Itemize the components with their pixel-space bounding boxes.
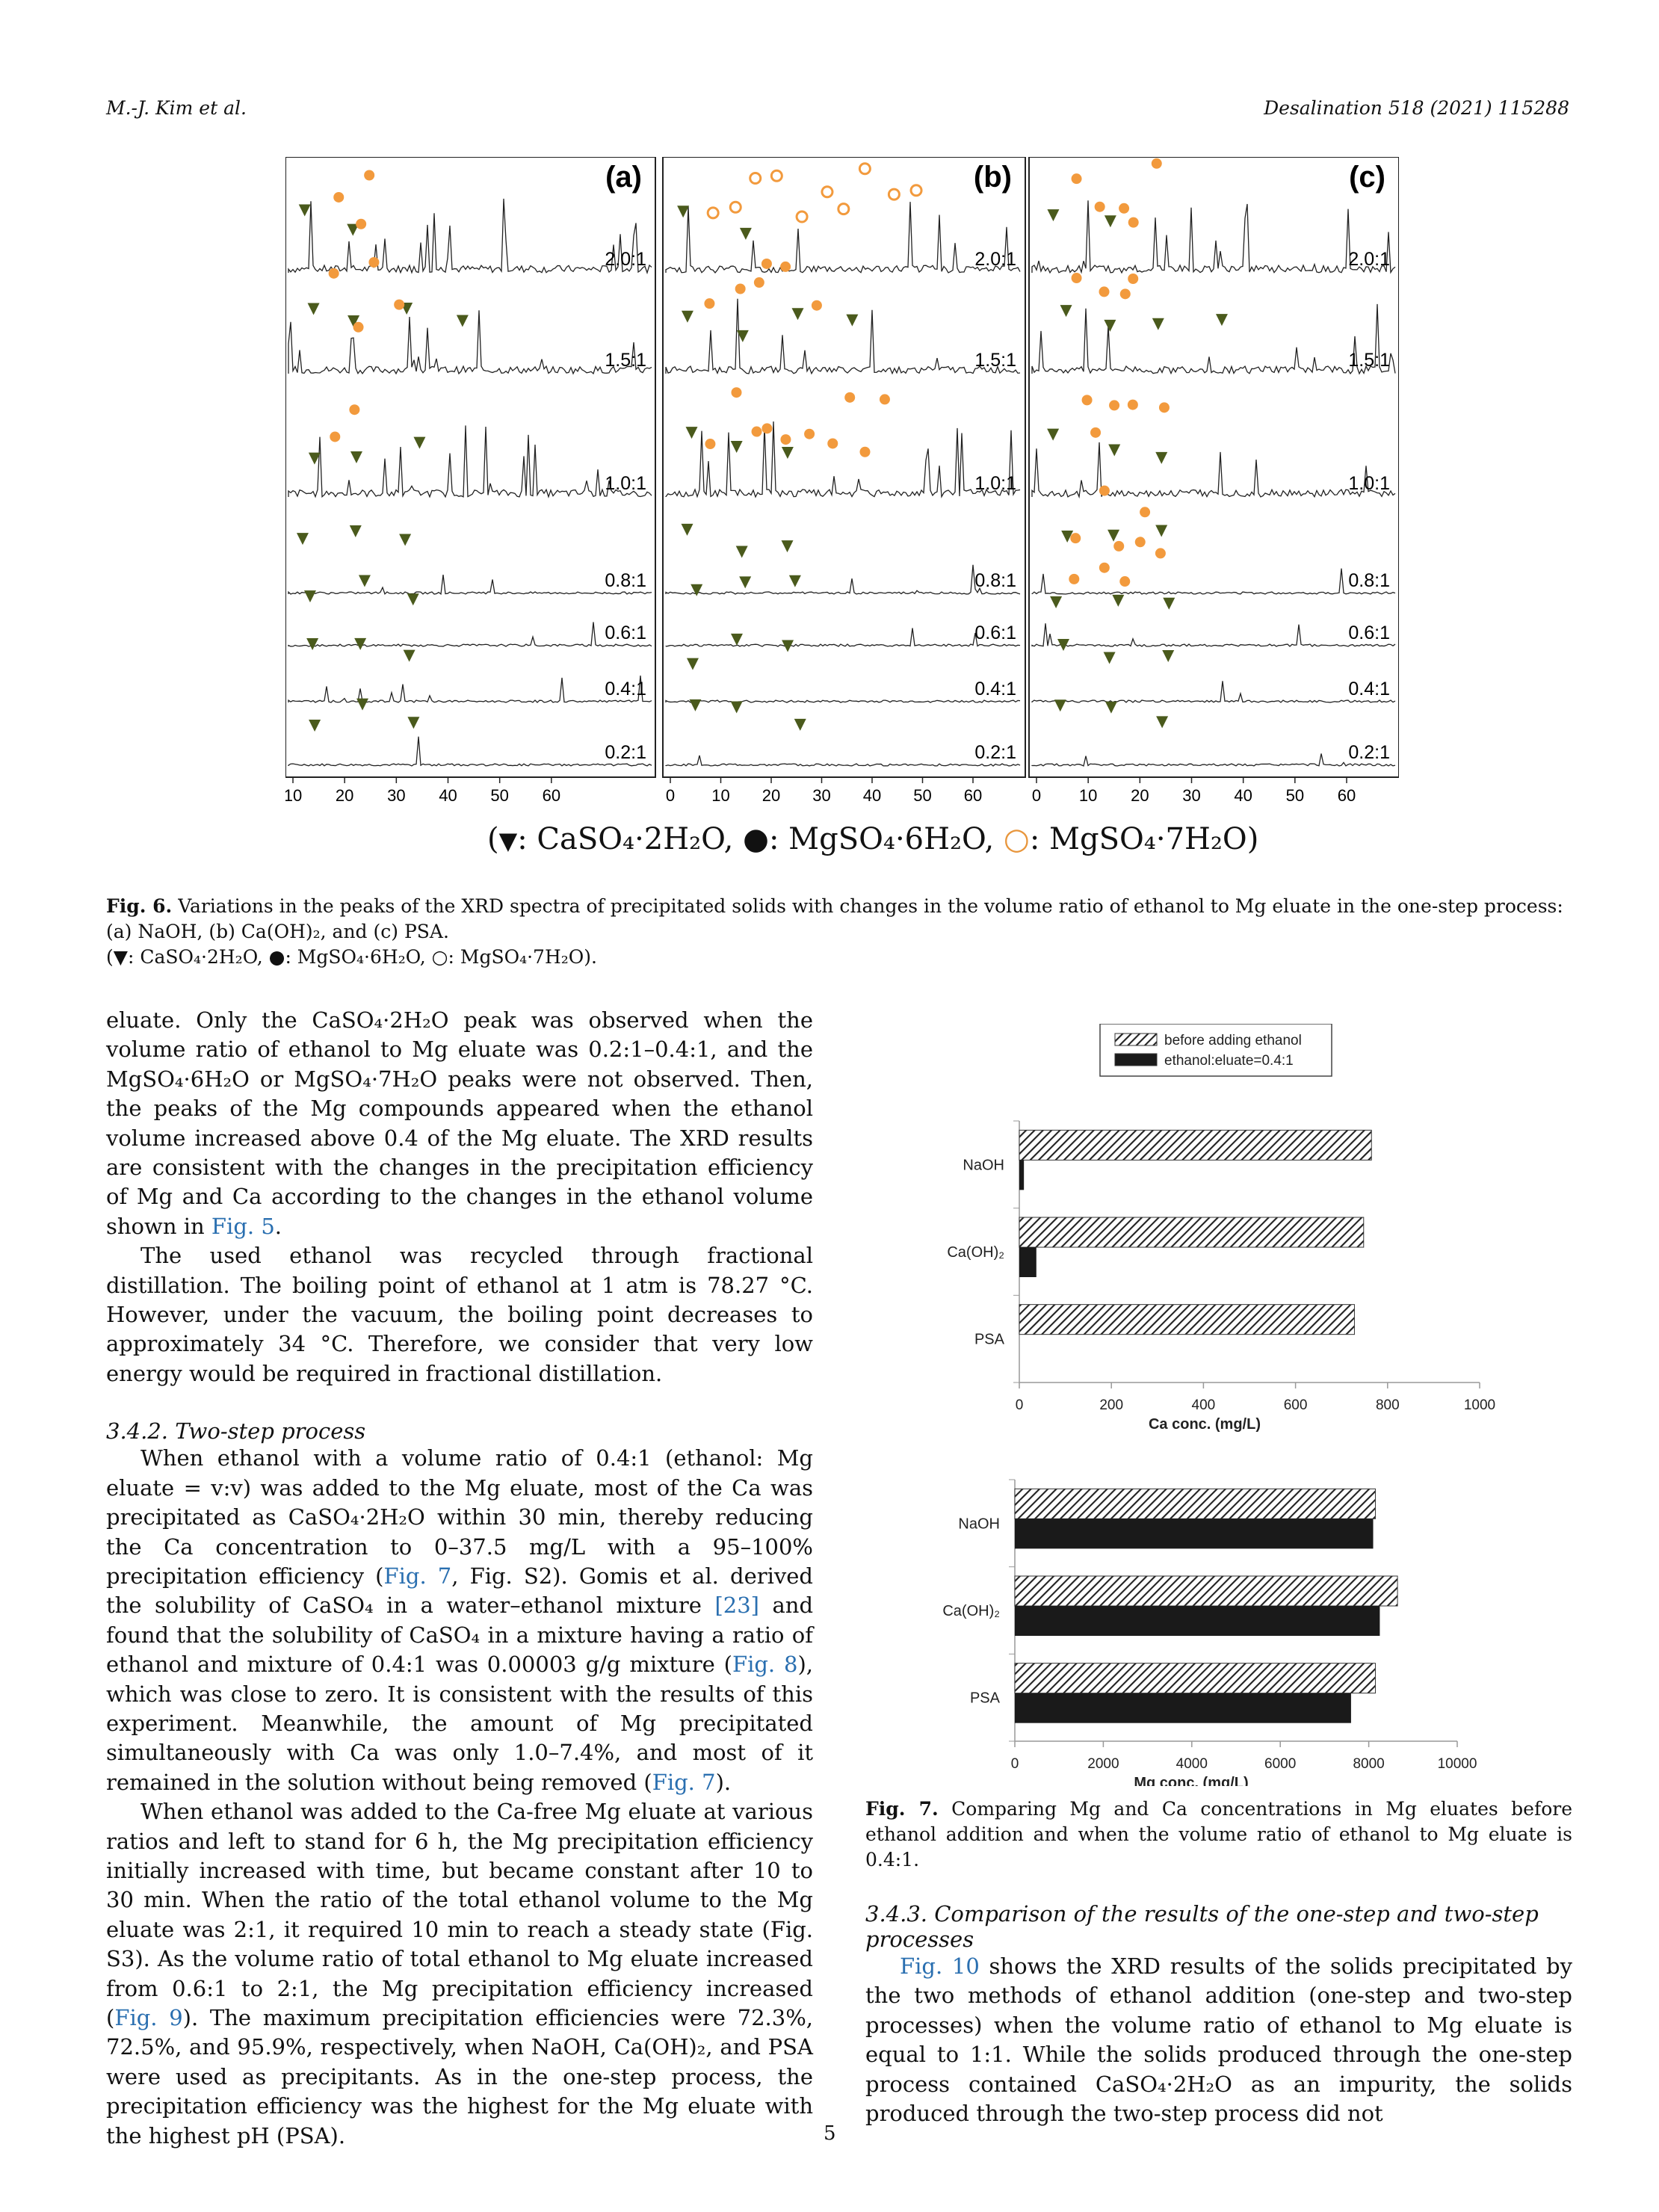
section-heading-343: 3.4.3. Comparison of the results of the one-step and two-step processes xyxy=(865,1901,1539,1952)
legend-label: before adding ethanol xyxy=(1164,1033,1302,1048)
x-axis-tick-label: 30 xyxy=(1182,786,1201,805)
x-axis-tick-label: 800 xyxy=(1375,1397,1400,1413)
p3-text-a: When ethanol with a volume ratio of 0.4:1 (ethanol: Mg eluate = v:v) was added to the Mg eluate, most of the Ca was precipitated as CaSO₄·2H₂O within 30 min, thereby reducing the Ca concentration to 0–37.5 mg/L with a 95–100% precipitation efficiency ( xyxy=(106,1445,813,1589)
left-column xyxy=(106,1006,813,2151)
legend-mgso47-label: : MgSO₄·7H₂O) xyxy=(1029,822,1259,856)
ratio-label: 0.4:1 xyxy=(974,679,1016,699)
section-heading-342: 3.4.2. Two-step process xyxy=(106,1418,366,1445)
paragraph-1-text: eluate. Only the CaSO₄·2H₂O peak was observed when the volume ratio of ethanol to Mg eluate was 0.2:1–0.4:1, and the MgSO₄·6H₂O or MgSO₄·7H₂O peaks were not observed. Then, the peaks of the Mg compounds appeared when the ethanol volume increased above 0.4 of the Mg eluate. The XRD results are consistent with the changes in the precipitation efficiency of Mg and Ca according to the changes in the ethanol volume shown in xyxy=(106,1007,813,1239)
paragraph-3 xyxy=(106,1444,813,1797)
mgso4-6h2o-marker xyxy=(349,404,359,415)
ref-23-link[interactable]: [23] xyxy=(714,1592,759,1619)
ratio-label: 0.4:1 xyxy=(605,679,646,699)
ratio-label: 0.6:1 xyxy=(974,622,1016,643)
bar-before xyxy=(1015,1576,1397,1606)
mgso4-6h2o-marker xyxy=(364,170,374,181)
ratio-label: 0.2:1 xyxy=(605,742,646,763)
x-axis-tick-label: 40 xyxy=(1234,786,1252,805)
paragraph-5 xyxy=(865,1952,1572,2128)
p3-text-d: ), which was close to zero. It is consistent with the results of this experiment. Meanwhile, the amount of Mg precipitated simultaneously with Ca was only 1.0–7.4%, and most of it remained in the solution without being removed ( xyxy=(106,1652,813,1795)
mgso4-6h2o-marker xyxy=(735,283,746,294)
paragraph-1: eluate. Only the CaSO₄·2H₂O peak was observed when the volume ratio of ethanol to Mg eluate was 0.2:1–0.4:1, and the MgSO₄·6H₂O or MgSO₄·7H₂O peaks were not observed. Then, the peaks of the Mg compounds appeared when the ethanol volume increased above 0.4 of the Mg eluate. The XRD results are consistent with the changes in the precipitation efficiency of Mg and Ca according to the changes in the ethanol volume shown in Fig. 5. xyxy=(106,1007,813,1239)
category-label: Ca(OH)₂ xyxy=(947,1244,1004,1261)
xrd-panel-1 xyxy=(285,157,655,805)
ratio-label: 1.0:1 xyxy=(974,473,1016,494)
ratio-label: 0.8:1 xyxy=(605,570,646,591)
ratio-label: 0.8:1 xyxy=(974,570,1016,591)
x-axis-tick-label: 0 xyxy=(1031,786,1042,805)
bar-after xyxy=(1015,1693,1351,1723)
x-axis-tick-label: 200 xyxy=(1099,1397,1124,1413)
right-column xyxy=(865,1797,1572,2128)
xrd-panel-label: (c) xyxy=(1349,161,1385,194)
figure-6 xyxy=(285,157,1399,822)
mgso4-6h2o-marker xyxy=(1128,400,1138,410)
fig7-legend xyxy=(1100,1024,1332,1076)
fig8-link[interactable]: Fig. 8 xyxy=(732,1652,798,1678)
mgso4-6h2o-marker xyxy=(353,322,364,333)
legend-open-paren: ( xyxy=(487,822,499,856)
fig7-bar-charts xyxy=(912,1024,1510,1786)
ratio-label: 1.5:1 xyxy=(1348,350,1390,371)
ratio-label: 0.6:1 xyxy=(1348,622,1390,643)
legend-mgso46-label: : MgSO₄·6H₂O, xyxy=(768,822,995,856)
bar-before xyxy=(1015,1489,1375,1519)
fig7-caption-text: Comparing Mg and Ca concentrations in Mg eluates before ethanol addition and when the volume ratio of ethanol to Mg eluate is 0.4:1. xyxy=(865,1798,1572,1870)
mgso4-6h2o-marker xyxy=(329,268,339,279)
x-axis-tick-label: 2000 xyxy=(1087,1756,1119,1772)
xrd-spectra-figure xyxy=(285,157,1399,822)
mgso4-6h2o-marker xyxy=(1099,486,1110,496)
legend-label: ethanol:eluate=0.4:1 xyxy=(1164,1053,1294,1069)
fig7-chart-1 xyxy=(947,1121,1495,1433)
p5-text: shows the XRD results of the solids precipitated by the two methods of ethanol addition (one-step and two-step processes) when the volume ratio of ethanol to Mg eluate is equal to 1:1. While the solids produced through the one-step process contained CaSO₄·2H₂O as an impurity, the solids produced through the two-step process did not xyxy=(865,1953,1572,2127)
mgso4-6h2o-marker xyxy=(1128,274,1138,284)
ratio-label: 0.2:1 xyxy=(1348,742,1390,763)
mgso4-6h2o-marker xyxy=(880,394,890,404)
ratio-label: 1.0:1 xyxy=(605,473,646,494)
mgso4-6h2o-marker xyxy=(812,300,822,311)
xrd-panel-3 xyxy=(1029,157,1399,805)
fig5-link[interactable]: Fig. 5 xyxy=(211,1213,275,1239)
xrd-panel-2 xyxy=(663,157,1025,805)
fig7-chart-2 xyxy=(942,1480,1477,1786)
category-label: NaOH xyxy=(958,1516,1000,1533)
mgso4-6h2o-marker xyxy=(731,387,741,398)
xrd-panel-label: (a) xyxy=(605,161,642,194)
mgso4-6h2o-marker xyxy=(704,298,714,309)
ratio-label: 0.8:1 xyxy=(1348,570,1390,591)
ratio-label: 2.0:1 xyxy=(1348,249,1390,270)
fig6-caption-text: Variations in the peaks of the XRD spectra of precipitated solids with changes in the volume ratio of ethanol to Mg eluate in the one-step process: (a) NaOH, (b) Ca(OH)₂, and (c) PSA. xyxy=(106,895,1563,942)
x-axis-tick-label: 40 xyxy=(862,786,882,805)
x-axis-tick-label: 6000 xyxy=(1264,1756,1297,1772)
legend-caso4-label: : CaSO₄·2H₂O, xyxy=(517,822,734,856)
bar-after xyxy=(1019,1247,1037,1277)
fig6-caption xyxy=(106,894,1571,970)
fig6-caption-label: Fig. 6. xyxy=(106,895,173,917)
xrd-panel-frame xyxy=(1029,157,1399,777)
mgso4-6h2o-marker xyxy=(1069,574,1079,584)
ratio-label: 2.0:1 xyxy=(974,249,1016,270)
fig7-link[interactable]: Fig. 7 xyxy=(383,1563,452,1589)
mgso4-6h2o-marker xyxy=(1099,563,1110,573)
mgso4-6h2o-marker xyxy=(761,423,772,433)
bar-after xyxy=(1019,1160,1024,1190)
x-axis-title: Mg conc. (mg/L) xyxy=(1134,1775,1249,1786)
x-axis-tick-label: 30 xyxy=(812,786,831,805)
mgso4-6h2o-marker xyxy=(1128,217,1139,228)
ratio-label: 0.4:1 xyxy=(1348,679,1390,699)
mgso4-6h2o-marker xyxy=(394,300,404,310)
ratio-label: 2.0:1 xyxy=(605,249,646,270)
bar-before xyxy=(1015,1663,1375,1693)
mgso4-6h2o-marker xyxy=(1140,507,1150,517)
fig6-legend xyxy=(487,822,1258,856)
x-axis-tick-label: 1000 xyxy=(1463,1397,1496,1413)
x-axis-tick-label: 0 xyxy=(1015,1397,1024,1413)
x-axis-tick-label: 20 xyxy=(335,786,354,805)
x-axis-tick-label: 50 xyxy=(1285,786,1305,805)
mgso4-6h2o-marker xyxy=(705,439,715,449)
mgso4-6h2o-marker xyxy=(1119,576,1130,587)
x-axis-tick-label: 4000 xyxy=(1175,1756,1208,1772)
mgso4-6h2o-marker xyxy=(1120,288,1131,299)
p3-text-b: , Fig. S2). Gomis et al. derived the solubility of CaSO₄ in a water–ethanol mixture xyxy=(106,1563,813,1619)
category-label: PSA xyxy=(974,1331,1004,1348)
mgso4-6h2o-marker xyxy=(1135,537,1146,547)
p3-text-e: ). xyxy=(715,1769,732,1795)
mgso4-6h2o-marker xyxy=(1119,203,1129,214)
mgso4-6h2o-marker xyxy=(356,219,366,229)
mgso4-6h2o-marker xyxy=(1109,400,1119,410)
mgso4-6h2o-marker xyxy=(1155,548,1166,558)
open-circle-marker-icon: ○ xyxy=(1003,822,1030,856)
ratio-label: 0.6:1 xyxy=(605,622,646,643)
mgso4-6h2o-marker xyxy=(1090,427,1101,438)
mgso4-6h2o-marker xyxy=(1095,202,1105,212)
x-axis-tick-label: 400 xyxy=(1191,1397,1216,1413)
paragraph-2: The used ethanol was recycled through fractional distillation. The boiling point of ethanol at 1 atm is 78.27 °C. However, under the vacuum, the boiling point decreases to approximately 34 °C. Therefore, we consider that very low energy would be required in fractional distillation. xyxy=(106,1243,813,1386)
ratio-label: 1.0:1 xyxy=(1348,473,1390,494)
mgso4-6h2o-marker xyxy=(1113,541,1124,552)
mgso4-6h2o-marker xyxy=(780,262,791,272)
bar-before xyxy=(1019,1217,1364,1247)
page-number: 5 xyxy=(824,2122,836,2145)
mgso4-6h2o-marker xyxy=(1072,173,1082,184)
x-axis-tick-label: 8000 xyxy=(1353,1756,1385,1772)
mgso4-6h2o-marker xyxy=(368,257,379,268)
bar-before xyxy=(1019,1305,1354,1335)
mgso4-6h2o-marker xyxy=(827,438,838,448)
legend-swatch xyxy=(1115,1054,1157,1066)
x-axis-tick-label: 10 xyxy=(1078,786,1098,805)
x-axis-tick-label: 60 xyxy=(542,786,561,805)
ratio-label: 0.2:1 xyxy=(974,742,1016,763)
x-axis-tick-label: 50 xyxy=(913,786,932,805)
ratio-label: 1.5:1 xyxy=(974,350,1016,371)
bar-after xyxy=(1015,1519,1374,1548)
xrd-panel-frame xyxy=(285,157,655,777)
bar-before xyxy=(1019,1130,1371,1160)
x-axis-tick-label: 60 xyxy=(1337,786,1356,805)
mgso4-6h2o-marker xyxy=(804,429,815,439)
fig6-caption-legend: (▼: CaSO₄·2H₂O, ●: MgSO₄·6H₂O, ○: MgSO₄·7H₂O). xyxy=(106,946,597,968)
mgso4-6h2o-marker xyxy=(844,392,855,403)
mgso4-6h2o-marker xyxy=(780,434,791,445)
category-label: NaOH xyxy=(963,1157,1004,1174)
triangle-marker-icon: ▼ xyxy=(498,827,518,855)
x-axis-tick-label: 600 xyxy=(1283,1397,1308,1413)
xrd-panel-frame xyxy=(663,157,1025,777)
xrd-panel-label: (b) xyxy=(973,161,1012,194)
paragraph-4 xyxy=(106,1797,813,2151)
x-axis-tick-label: 40 xyxy=(439,786,457,805)
mgso4-6h2o-marker xyxy=(1082,395,1093,405)
fig7-caption xyxy=(865,1797,1572,1873)
mgso4-6h2o-marker xyxy=(1099,286,1110,297)
figure-7 xyxy=(912,1024,1510,1786)
category-label: PSA xyxy=(969,1690,1000,1707)
x-axis-title: Ca conc. (mg/L) xyxy=(1148,1416,1261,1433)
x-axis-tick-label: 10 xyxy=(285,786,303,805)
mgso4-6h2o-marker xyxy=(761,259,772,269)
p4-text-b: ). The maximum precipitation efficiencies were 72.3%, 72.5%, and 95.9%, respectively, when NaOH, Ca(OH)₂, and PSA were used as precipitants. As in the one-step process, the precipitation efficiency was the highest for the Mg eluate with the highest pH (PSA). xyxy=(106,2005,813,2148)
mgso4-6h2o-marker xyxy=(1159,402,1170,413)
mgso4-6h2o-marker xyxy=(330,431,340,442)
mgso4-6h2o-marker xyxy=(1152,158,1162,169)
mgso4-6h2o-marker xyxy=(1072,273,1082,283)
fig10-link[interactable]: Fig. 10 xyxy=(900,1953,980,1979)
x-axis-tick-label: 20 xyxy=(761,786,781,805)
x-axis-tick-label: 20 xyxy=(1131,786,1149,805)
x-axis-tick-label: 30 xyxy=(387,786,406,805)
mgso4-6h2o-marker xyxy=(333,192,344,203)
mgso4-6h2o-marker xyxy=(752,427,762,437)
mgso4-6h2o-marker xyxy=(754,277,764,288)
legend-swatch xyxy=(1115,1034,1157,1045)
fig9-link[interactable]: Fig. 9 xyxy=(114,2005,183,2030)
ratio-label: 1.5:1 xyxy=(605,350,646,371)
bar-after xyxy=(1015,1606,1380,1636)
running-header-authors: M.-J. Kim et al. xyxy=(106,97,247,119)
x-axis-tick-label: 10000 xyxy=(1437,1756,1477,1772)
fig7-caption-label: Fig. 7. xyxy=(865,1798,939,1820)
category-label: Ca(OH)₂ xyxy=(942,1603,1000,1619)
running-header-journal: Desalination 518 (2021) 115288 xyxy=(1264,97,1569,119)
filled-circle-marker-icon: ● xyxy=(743,822,769,856)
fig7-link-2[interactable]: Fig. 7 xyxy=(652,1769,716,1795)
x-axis-tick-label: 0 xyxy=(1010,1756,1019,1772)
p3-text-c: and found that the solubility of CaSO₄ in a mixture having a ratio of ethanol and mixture of 0.4:1 was 0.00003 g/g mixture ( xyxy=(106,1592,814,1678)
x-axis-tick-label: 50 xyxy=(490,786,509,805)
p4-text-a: When ethanol was added to the Ca-free Mg eluate at various ratios and left to stand for 6 h, the Mg precipitation efficiency initially increased with time, but became constant after 10 to 30 min. When the ratio of the total ethanol volume to the Mg eluate was 2:1, it required 10 min to reach a steady state (Fig. S3). As the volume ratio of total ethanol to Mg eluate increased from 0.6:1 to 2:1, the Mg precipitation efficiency increased ( xyxy=(106,1799,813,2030)
x-axis-tick-label: 60 xyxy=(963,786,983,805)
x-axis-tick-label: 0 xyxy=(665,786,676,805)
x-axis-tick-label: 10 xyxy=(711,786,730,805)
mgso4-6h2o-marker xyxy=(859,447,870,457)
mgso4-6h2o-marker xyxy=(1070,533,1081,543)
